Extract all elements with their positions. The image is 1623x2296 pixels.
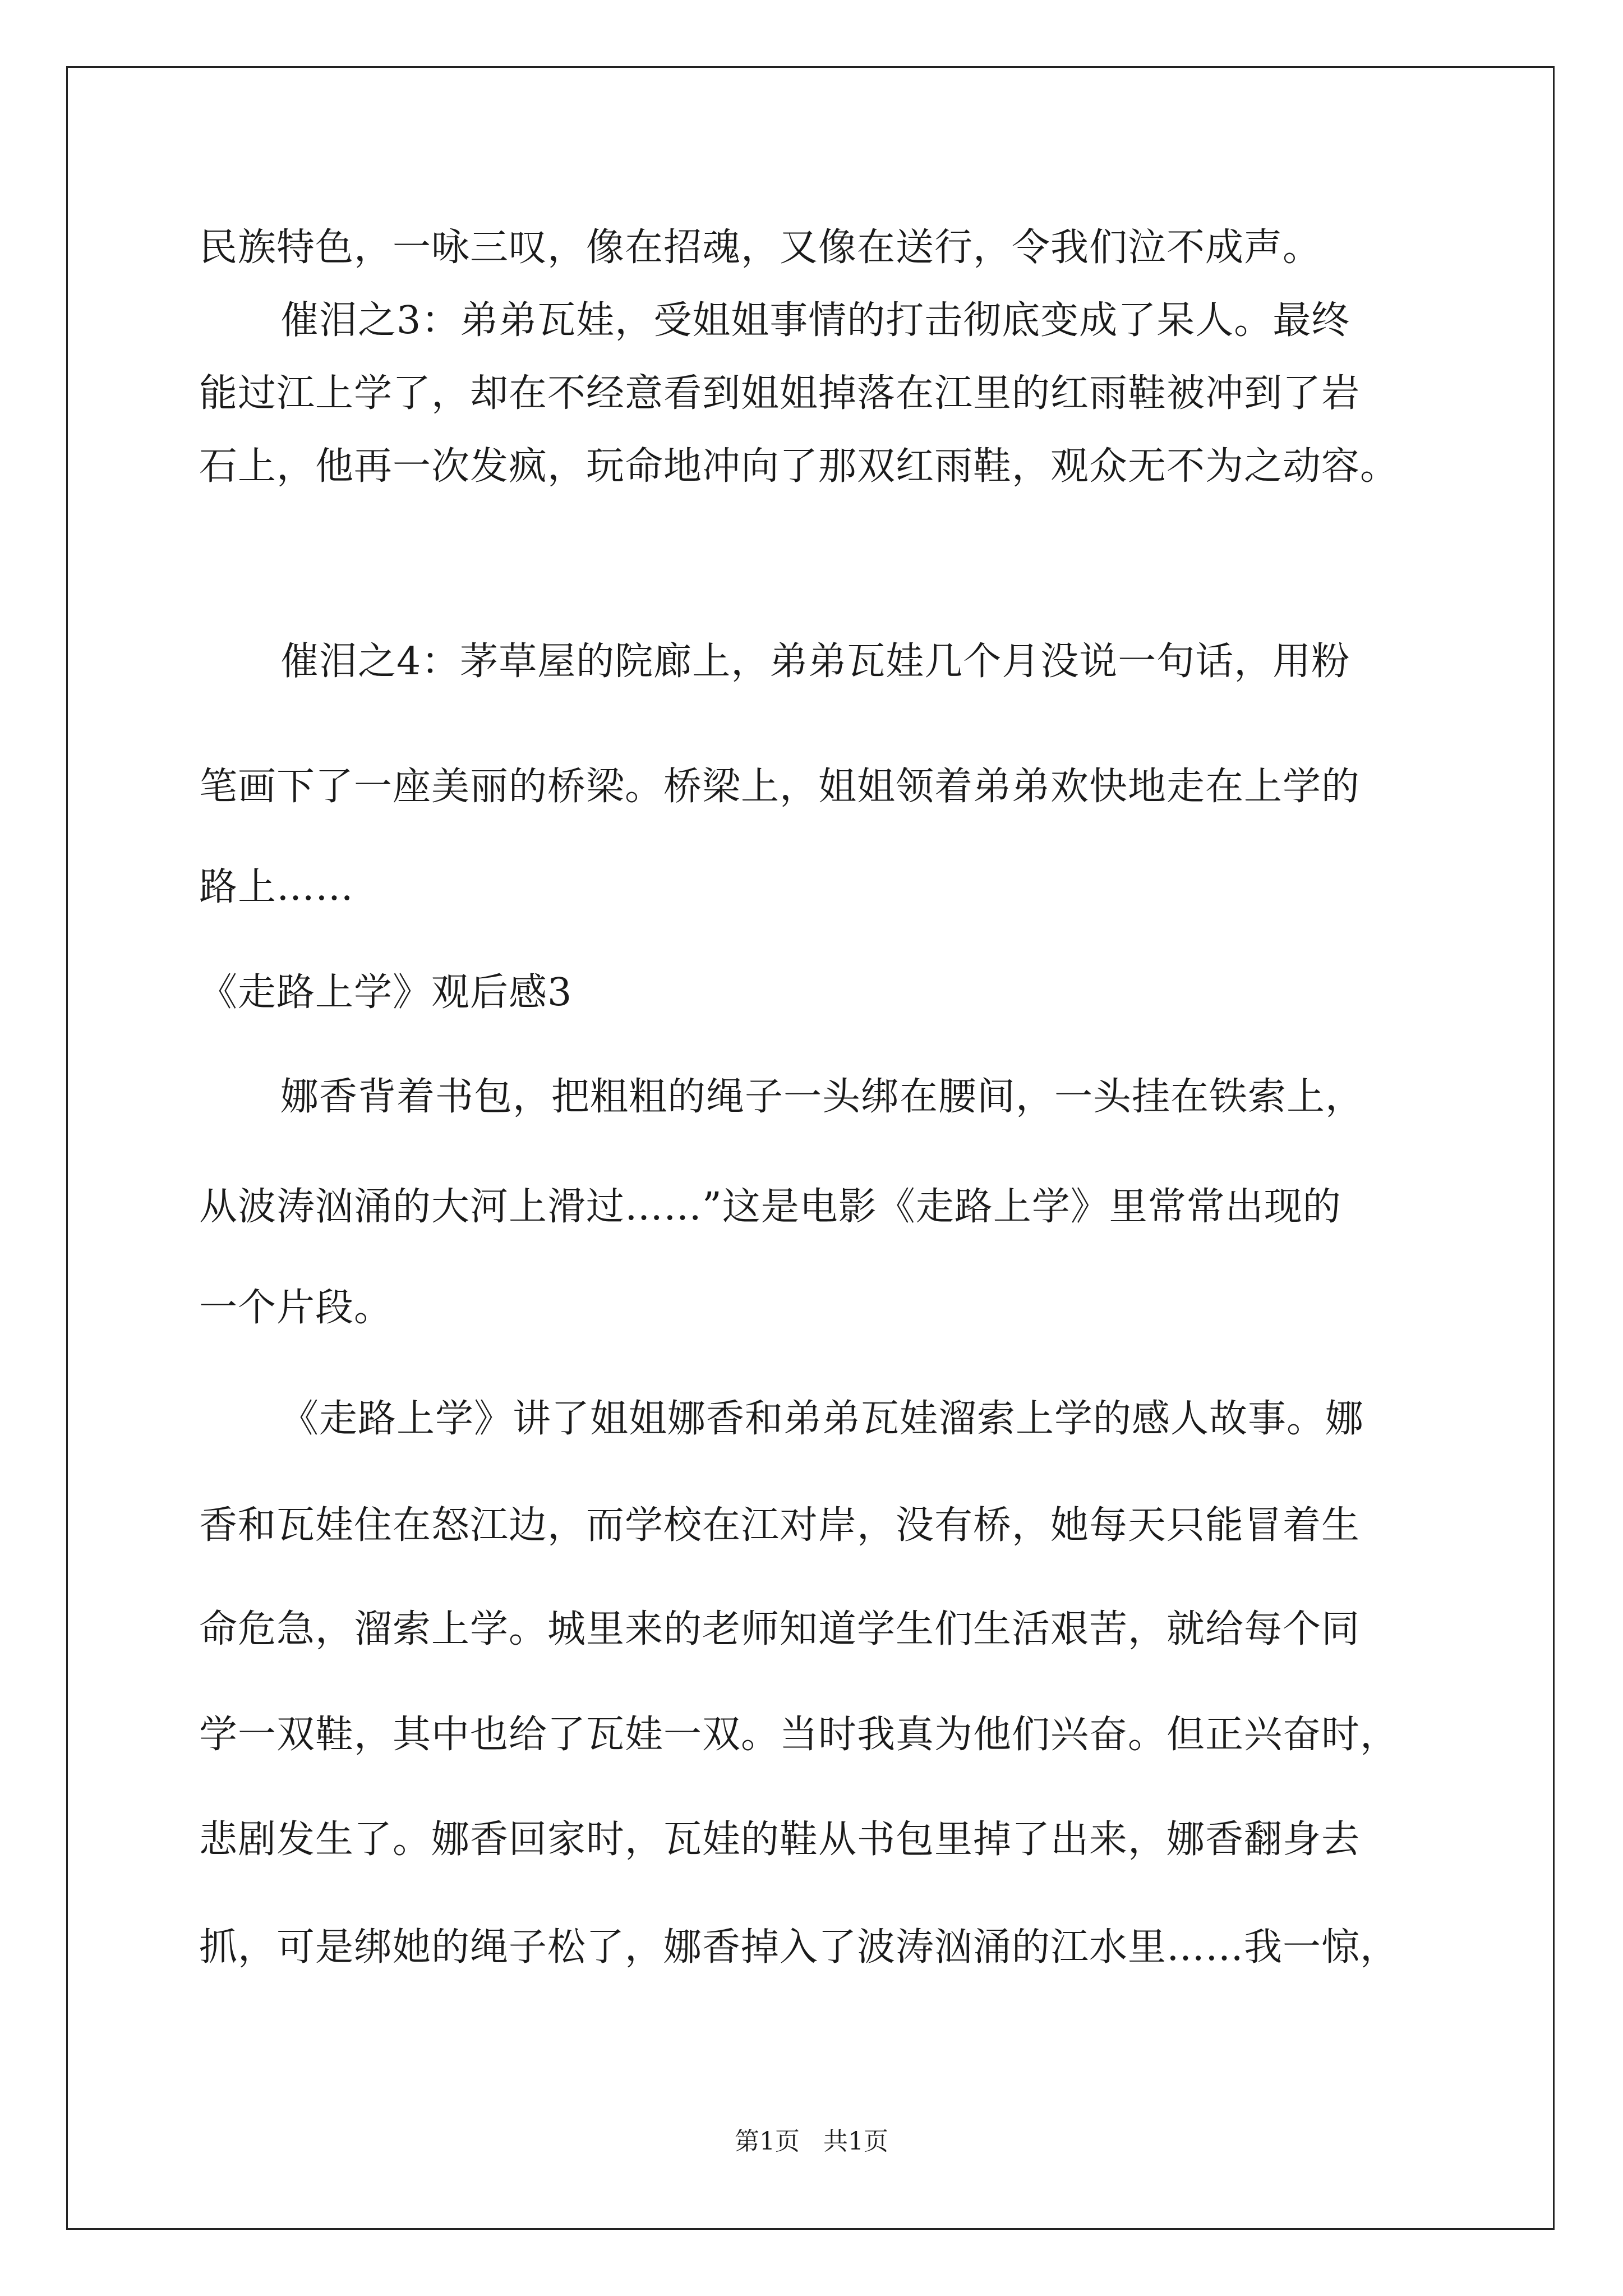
paragraph-line: 娜香背着书包，把粗粗的绳子一头绑在腰间，一头挂在铁索上， <box>280 1075 1364 1119</box>
paragraph-line: 催泪之3：弟弟瓦娃，受姐姐事情的打击彻底变成了呆人。最终 <box>280 298 1350 343</box>
paragraph-line: 命危急，溜索上学。城里来的老师知道学生们生活艰苦，就给每个同 <box>199 1607 1361 1651</box>
paragraph-line: 香和瓦娃住在怒江边，而学校在江对岸，没有桥，她每天只能冒着生 <box>199 1503 1361 1548</box>
paragraph-line: 笔画下了一座美丽的桥梁。桥梁上，姐姐领着弟弟欢快地走在上学的 <box>199 765 1361 809</box>
section-heading: 《走路上学》观后感3 <box>199 970 573 1015</box>
paragraph-line: 能过江上学了，却在不经意看到姐姐掉落在江里的红雨鞋被冲到了岩 <box>199 371 1361 416</box>
paragraph-line: 路上…… <box>199 865 354 909</box>
paragraph-line: 抓，可是绑她的绳子松了，娜香掉入了波涛汹涌的江水里……我一惊， <box>199 1925 1399 1970</box>
paragraph-line: 从波涛汹涌的大河上滑过……”这是电影《走路上学》里常常出现的 <box>199 1185 1341 1229</box>
paragraph-line: 《走路上学》讲了姐姐娜香和弟弟瓦娃溜索上学的感人故事。娜 <box>280 1397 1364 1441</box>
paragraph-line: 悲剧发生了。娜香回家时，瓦娃的鞋从书包里掉了出来，娜香翻身去 <box>199 1818 1361 1862</box>
paragraph-line: 一个片段。 <box>199 1286 393 1330</box>
paragraph-line: 石上，他再一次发疯，玩命地冲向了那双红雨鞋，观众无不为之动容。 <box>199 444 1399 489</box>
paragraph-line: 学一双鞋，其中也给了瓦娃一双。当时我真为他们兴奋。但正兴奋时， <box>199 1713 1399 1757</box>
paragraph-line: 民族特色，一咏三叹，像在招魂，又像在送行，令我们泣不成声。 <box>199 226 1322 270</box>
page-number-footer: 第1页 共1页 <box>735 2127 888 2156</box>
paragraph-line: 催泪之4：茅草屋的院廊上，弟弟瓦娃几个月没说一句话，用粉 <box>280 639 1350 684</box>
